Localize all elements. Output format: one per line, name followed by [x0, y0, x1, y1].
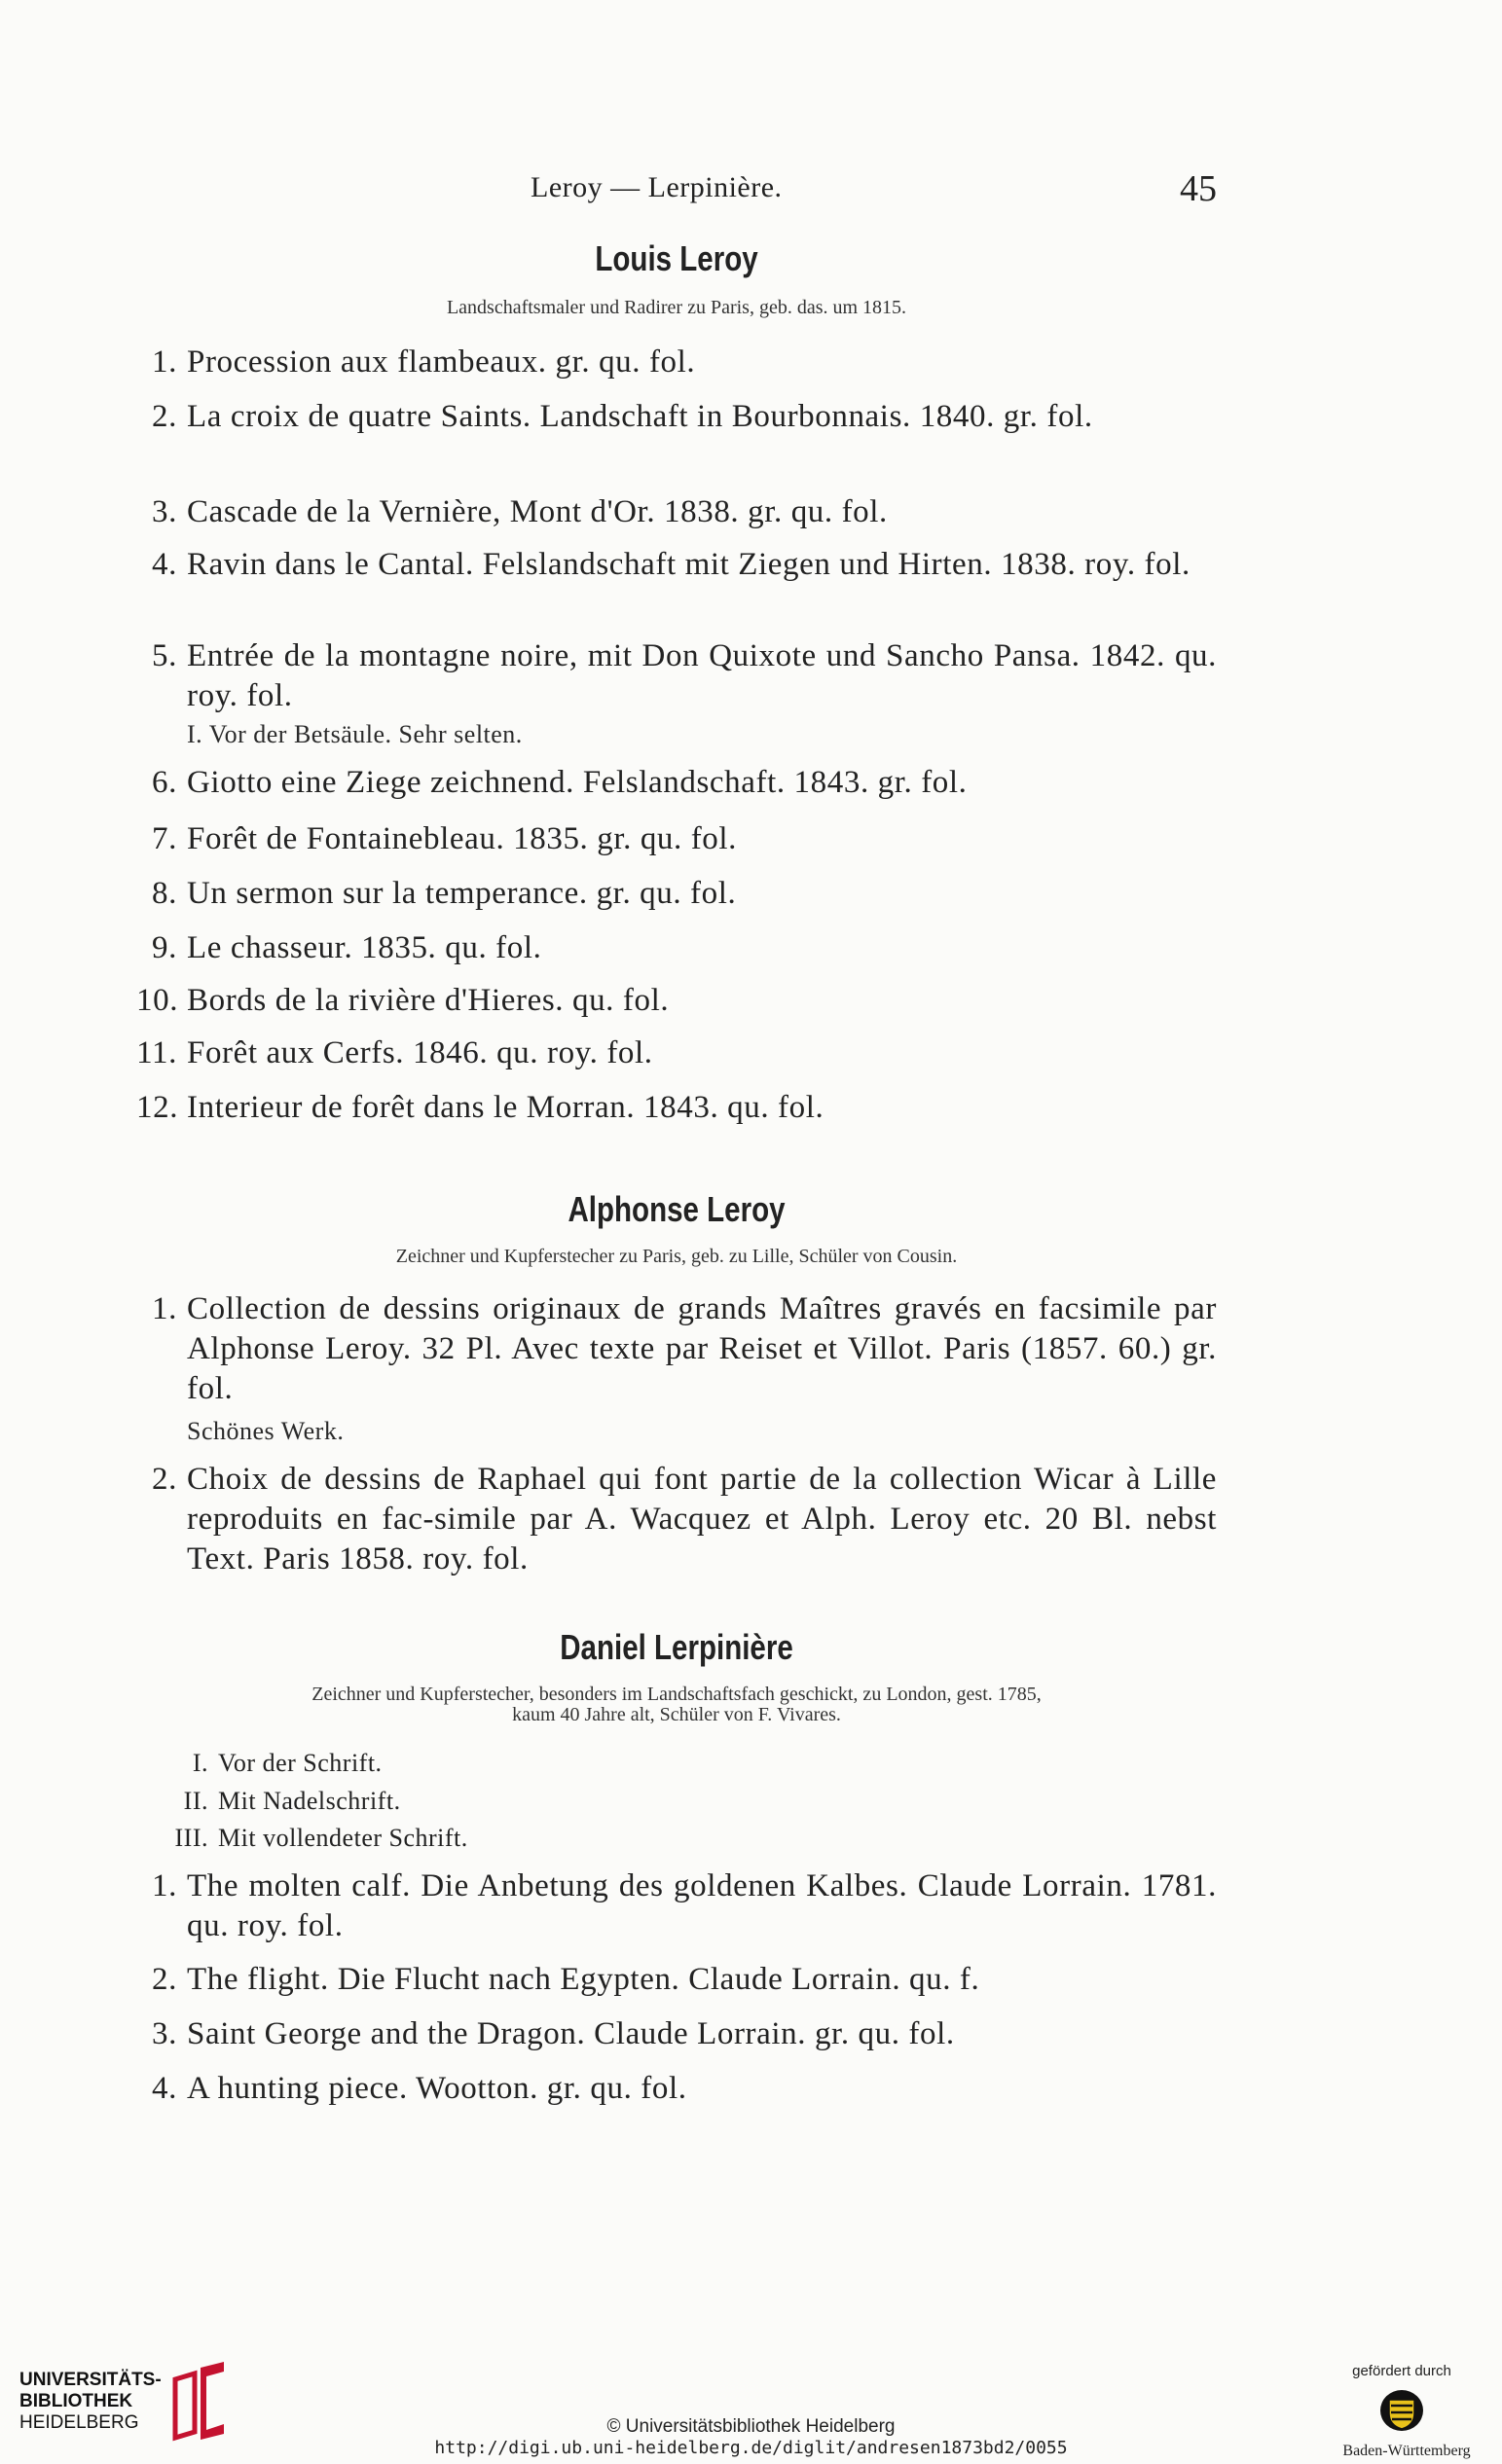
list-item: [136, 545, 1217, 585]
funder-name: Baden-Württemberg: [1342, 2443, 1471, 2459]
item-number: 5.: [152, 638, 177, 673]
item-number: 2.: [152, 1962, 177, 1997]
item-number: 3.: [152, 494, 177, 529]
item-text: The molten calf. Die Anbetung des goldenen Kalbes. Claude Lorrain. 1781. qu. roy. fol.: [187, 1868, 1217, 1943]
list-item: [136, 2014, 1217, 2054]
item-text: Collection de dessins originaux de grands Maîtres gravés en facsimile par Alphonse Leroy. 32 Pl. Avec texte par Reiset et Villot. Paris (1857. 60.) gr. fol.: [187, 1291, 1217, 1406]
section-subtitle-continued: kaum 40 Jahre alt, Schüler von F. Vivares.: [512, 1704, 841, 1725]
source-url-link[interactable]: http://digi.ub.uni-heidelberg.de/diglit/andresen1873bd2/0055: [434, 2438, 1068, 2458]
running-header: Leroy — Lerpinière.: [531, 171, 783, 203]
item-text: Interieur de forêt dans le Morran. 1843. qu. fol.: [187, 1090, 824, 1125]
library-line: BIBLIOTHEK: [19, 2391, 133, 2411]
item-text: Entrée de la montagne noire, mit Don Quixote und Sancho Pansa. 1842. qu. roy. fol.: [187, 638, 1217, 713]
item-number: 11.: [136, 1035, 177, 1070]
section-title-daniel-lerpiniere: Daniel Lerpinière: [560, 1627, 793, 1667]
page-number: 45: [1180, 168, 1217, 209]
section-subtitle: Zeichner und Kupferstecher, besonders im Landschaftsfach geschickt, zu London, gest. 1785,: [311, 1684, 1042, 1705]
item-number: 1.: [152, 1291, 177, 1326]
state-item: [164, 1822, 468, 1855]
item-text: The flight. Die Flucht nach Egypten. Claude Lorrain. qu. f.: [187, 1962, 980, 1997]
state-note: I. Vor der Betsäule. Sehr selten.: [187, 720, 523, 748]
item-number: 12.: [136, 1090, 179, 1125]
item-number: 10.: [136, 983, 179, 1018]
item-number: 4.: [152, 547, 177, 582]
list-item: [136, 763, 1217, 803]
item-number: 7.: [152, 821, 177, 856]
item-text: Cascade de la Vernière, Mont d'Or. 1838. gr. qu. fol.: [187, 494, 888, 529]
state-number: I.: [192, 1749, 208, 1777]
section-subtitle: Landschaftsmaler und Radirer zu Paris, geb. das. um 1815.: [446, 297, 907, 318]
library-line: UNIVERSITÄTS-: [19, 2370, 162, 2390]
item-text: Choix de dessins de Raphael qui font partie de la collection Wicar à Lille reproduits en fac-simile par A. Wacquez et Alph. Leroy etc. 20 Bl. nebst Text. Paris 1858. roy. fol.: [187, 1462, 1217, 1576]
item-number: 1.: [152, 344, 177, 380]
item-number: 6.: [152, 765, 177, 800]
state-number: III.: [174, 1824, 208, 1852]
list-item: [136, 928, 1217, 968]
item-text: Le chasseur. 1835. qu. fol.: [187, 930, 542, 965]
item-text: Un sermon sur la temperance. gr. qu. fol.: [187, 876, 737, 911]
state-text: Vor der Schrift.: [218, 1749, 383, 1777]
state-item: [164, 1785, 401, 1818]
list-item: [136, 1289, 1217, 1409]
list-item: [136, 397, 1217, 437]
item-number: 2.: [152, 399, 177, 434]
list-item: [136, 343, 1217, 382]
state-item: [164, 1747, 383, 1780]
state-number: II.: [183, 1787, 208, 1815]
item-text: La croix de quatre Saints. Landschaft in Bourbonnais. 1840. gr. fol.: [187, 399, 1093, 434]
item-number: 2.: [152, 1462, 177, 1497]
item-text: Ravin dans le Cantal. Felslandschaft mit Ziegen und Hirten. 1838. roy. fol.: [187, 547, 1191, 582]
list-item: [136, 636, 1217, 716]
list-item: [136, 1033, 1217, 1073]
item-number: 9.: [152, 930, 177, 965]
item-text: Forêt de Fontainebleau. 1835. gr. qu. fol.: [187, 821, 738, 856]
list-item: [136, 1088, 1217, 1128]
list-item: [136, 1460, 1217, 1579]
state-text: Mit vollendeter Schrift.: [218, 1824, 468, 1852]
item-text: Forêt aux Cerfs. 1846. qu. roy. fol.: [187, 1035, 653, 1070]
list-item: [136, 981, 1217, 1021]
funded-by-label: gefördert durch: [1352, 2363, 1451, 2379]
item-number: 3.: [152, 2016, 177, 2051]
item-number: 4.: [152, 2071, 177, 2106]
list-item: [136, 2069, 1217, 2109]
section-title-alphonse-leroy: Alphonse Leroy: [568, 1189, 786, 1229]
list-item: [136, 1960, 1217, 2000]
list-item: [136, 874, 1217, 914]
section-title-louis-leroy: Louis Leroy: [595, 238, 758, 278]
item-text: Giotto eine Ziege zeichnend. Felslandschaft. 1843. gr. fol.: [187, 765, 968, 800]
section-subtitle: Zeichner und Kupferstecher zu Paris, geb. zu Lille, Schüler von Cousin.: [395, 1246, 958, 1267]
item-text: Procession aux flambeaux. gr. qu. fol.: [187, 344, 696, 380]
list-item: [136, 1866, 1217, 1946]
list-item: [136, 819, 1217, 859]
list-item: [136, 492, 1217, 532]
item-text: Bords de la rivière d'Hieres. qu. fol.: [187, 983, 670, 1018]
coat-of-arms-icon: [1377, 2386, 1426, 2435]
item-number: 8.: [152, 876, 177, 911]
library-line: HEIDELBERG: [19, 2412, 139, 2433]
copyright-notice: © Universitätsbibliothek Heidelberg: [606, 2416, 896, 2437]
state-text: Mit Nadelschrift.: [218, 1787, 401, 1815]
item-note: Schönes Werk.: [187, 1417, 345, 1445]
item-text: A hunting piece. Wootton. gr. qu. fol.: [187, 2071, 687, 2106]
item-number: 1.: [152, 1868, 177, 1903]
item-text: Saint George and the Dragon. Claude Lorrain. gr. qu. fol.: [187, 2016, 955, 2051]
